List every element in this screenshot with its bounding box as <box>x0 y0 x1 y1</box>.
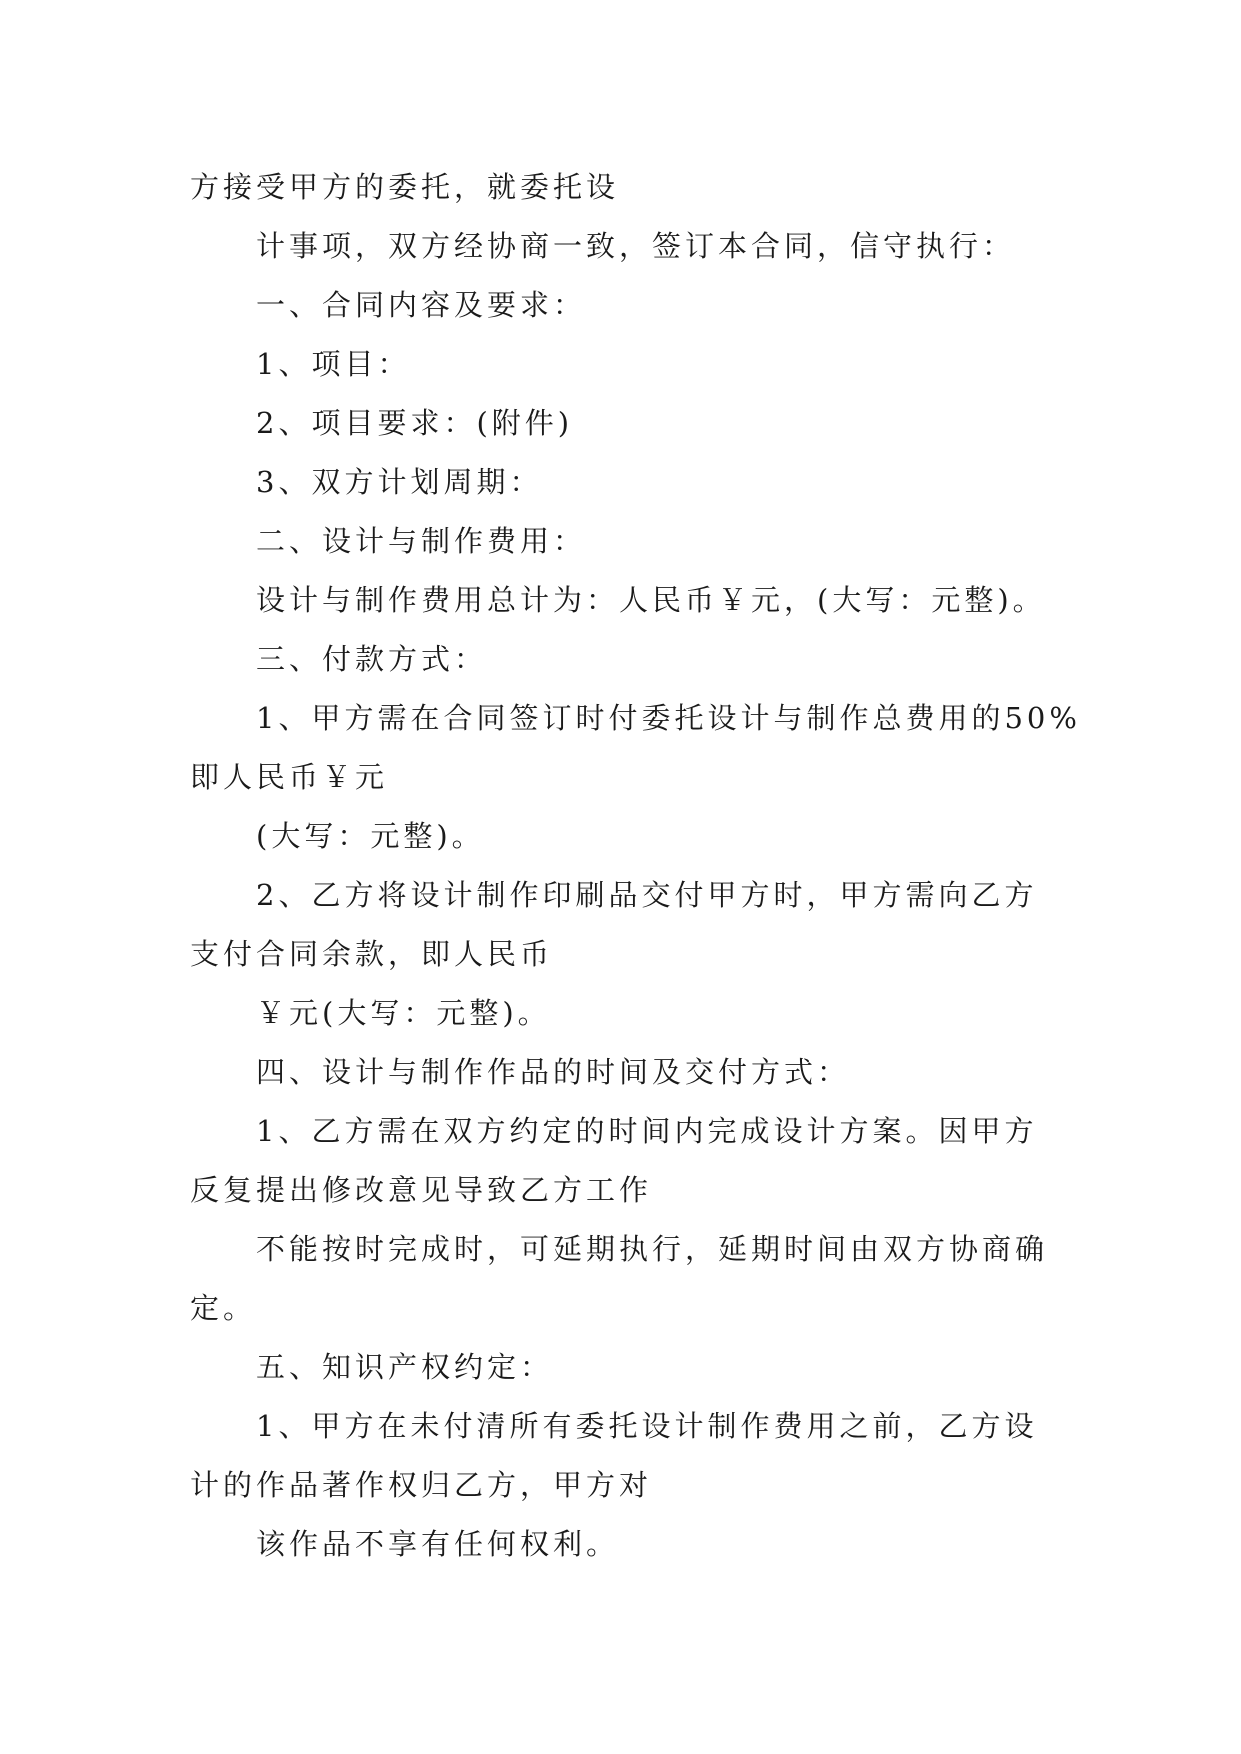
document-line: 2、乙方将设计制作印刷品交付甲方时，甲方需向乙方 <box>256 878 1038 912</box>
document-line: 四、设计与制作作品的时间及交付方式： <box>256 1055 851 1089</box>
document-line: 三、付款方式： <box>256 642 488 676</box>
document-line: 不能按时完成时，可延期执行，延期时间由双方协商确 <box>256 1232 1049 1266</box>
document-line: 1、甲方需在合同签订时付委托设计与制作总费用的50% <box>256 701 1081 735</box>
document-line: 该作品不享有任何权利。 <box>256 1527 620 1561</box>
document-line: 计事项，双方经协商一致，签订本合同，信守执行： <box>256 229 1016 263</box>
document-line: 即人民币￥元 <box>190 760 389 794</box>
document-line: 支付合同余款，即人民币 <box>190 937 554 971</box>
document-line: 2、项目要求：(附件) <box>256 406 574 440</box>
document-line: 一、合同内容及要求： <box>256 288 587 322</box>
document-line: 设计与制作费用总计为：人民币￥元，(大写：元整)。 <box>256 583 1046 617</box>
document-body <box>190 158 1081 1574</box>
document-line: 反复提出修改意见导致乙方工作 <box>190 1173 653 1207</box>
document-line: 计的作品著作权归乙方，甲方对 <box>190 1468 653 1502</box>
document-line: 定。 <box>190 1291 257 1325</box>
document-line: 3、双方计划周期： <box>256 465 543 499</box>
document-line: 二、设计与制作费用： <box>256 524 587 558</box>
document-line: ￥元(大写：元整)。 <box>256 996 551 1030</box>
document-line: (大写：元整)。 <box>256 819 485 853</box>
document-line: 方接受甲方的委托，就委托设 <box>190 170 620 204</box>
document-line: 1、甲方在未付清所有委托设计制作费用之前，乙方设 <box>256 1409 1038 1443</box>
document-line: 1、项目： <box>256 347 411 381</box>
document-line: 五、知识产权约定： <box>256 1350 554 1384</box>
document-line: 1、乙方需在双方约定的时间内完成设计方案。因甲方 <box>256 1114 1038 1148</box>
